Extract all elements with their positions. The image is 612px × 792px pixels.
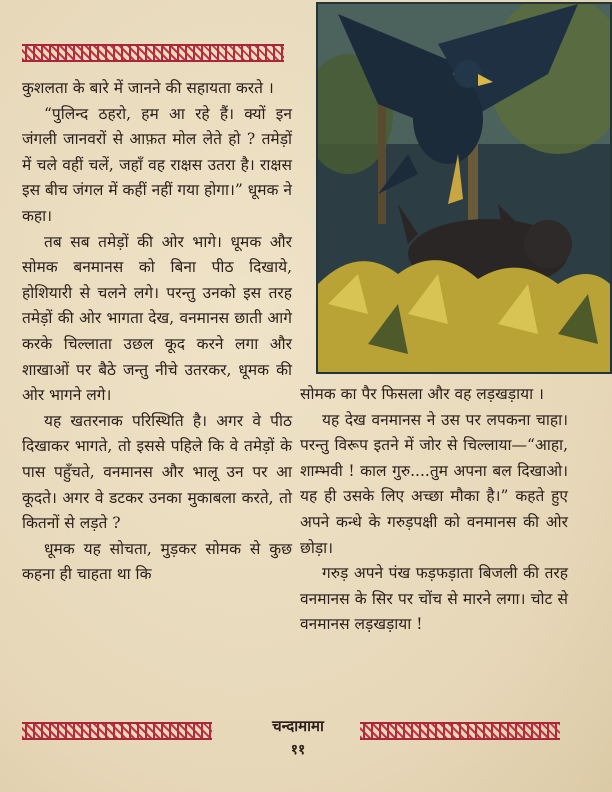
text-column-right <box>300 382 568 638</box>
paragraph: तब सब तमेड़ों की ओर भागे। धूमक और सोमक बनमानस को बिना पीठ दिखाये, होशियारी से चलने लगे। परन्तु उनको इस तरह तमेड़ों की ओर भागता देख, वनमानस छाती आगे करके चिल्लाता उछल कूद करने लगा और शाखाओं पर बैठे जन्तु नीचे उतरकर, धूमक की ओर भागने लगे। <box>22 232 292 405</box>
text-column-left <box>22 76 292 588</box>
decorative-border-bottom-right <box>360 722 560 740</box>
decorative-border-top <box>22 44 284 62</box>
illustration-eagle-ape <box>316 2 612 374</box>
paragraph: यह देख वनमानस ने उस पर लपकना चाहा। परन्तु विरूप इतने में जोर से चिल्लाया—“आहा, शाम्भवी ! काल गुरु....तुम अपना बल दिखाओ। यह ही उसके लिए अच्छा मौका है।” कहते हुए अपने कन्धे के गरुड़पक्षी को वनमानस की ओर छोड़ा। <box>300 410 568 557</box>
magazine-title: चन्दामामा <box>272 717 324 735</box>
paragraph: “पुलिन्द ठहरो, हम आ रहे हैं। क्यों इन जंगली जानवरों से आफ़त मोल लेते हो ? तमेड़ों में चले वहीं चलें, जहाँ वह राक्षस उतरा है। राक्षस इस बीच जंगल में कहीं नहीं गया होगा।” धूमक ने कहा। <box>22 104 292 225</box>
eagle-attacking-ape-illustration <box>318 4 610 372</box>
decorative-border-bottom-left <box>22 722 212 740</box>
paragraph: यह खतरनाक परिस्थिति है। अगर वे पीठ दिखाकर भागते, तो इससे पहिले कि वे तमेड़ों के पास पहुँचते, वनमानस और भालू उन पर आ कूदते। अगर वे डटकर उनका मुकाबला करते, तो कितनों से लड़ते ? <box>22 411 292 533</box>
paragraph: कुशलता के बारे में जानने की सहायता करते । <box>22 79 274 97</box>
page-number: ११ <box>290 742 306 758</box>
paragraph: धूमक यह सोचता, मुड़कर सोमक से कुछ कहना ही चाहता था कि <box>22 539 292 584</box>
paragraph: गरुड़ अपने पंख फड़फड़ाता बिजली की तरह वनमानस के सिर पर चोंच से मारने लगा। चोट से वनमानस लड़खड़ाया ! <box>300 564 568 634</box>
paragraph: सोमक का पैर फिसला और वह लड़खड़ाया । <box>300 385 544 403</box>
